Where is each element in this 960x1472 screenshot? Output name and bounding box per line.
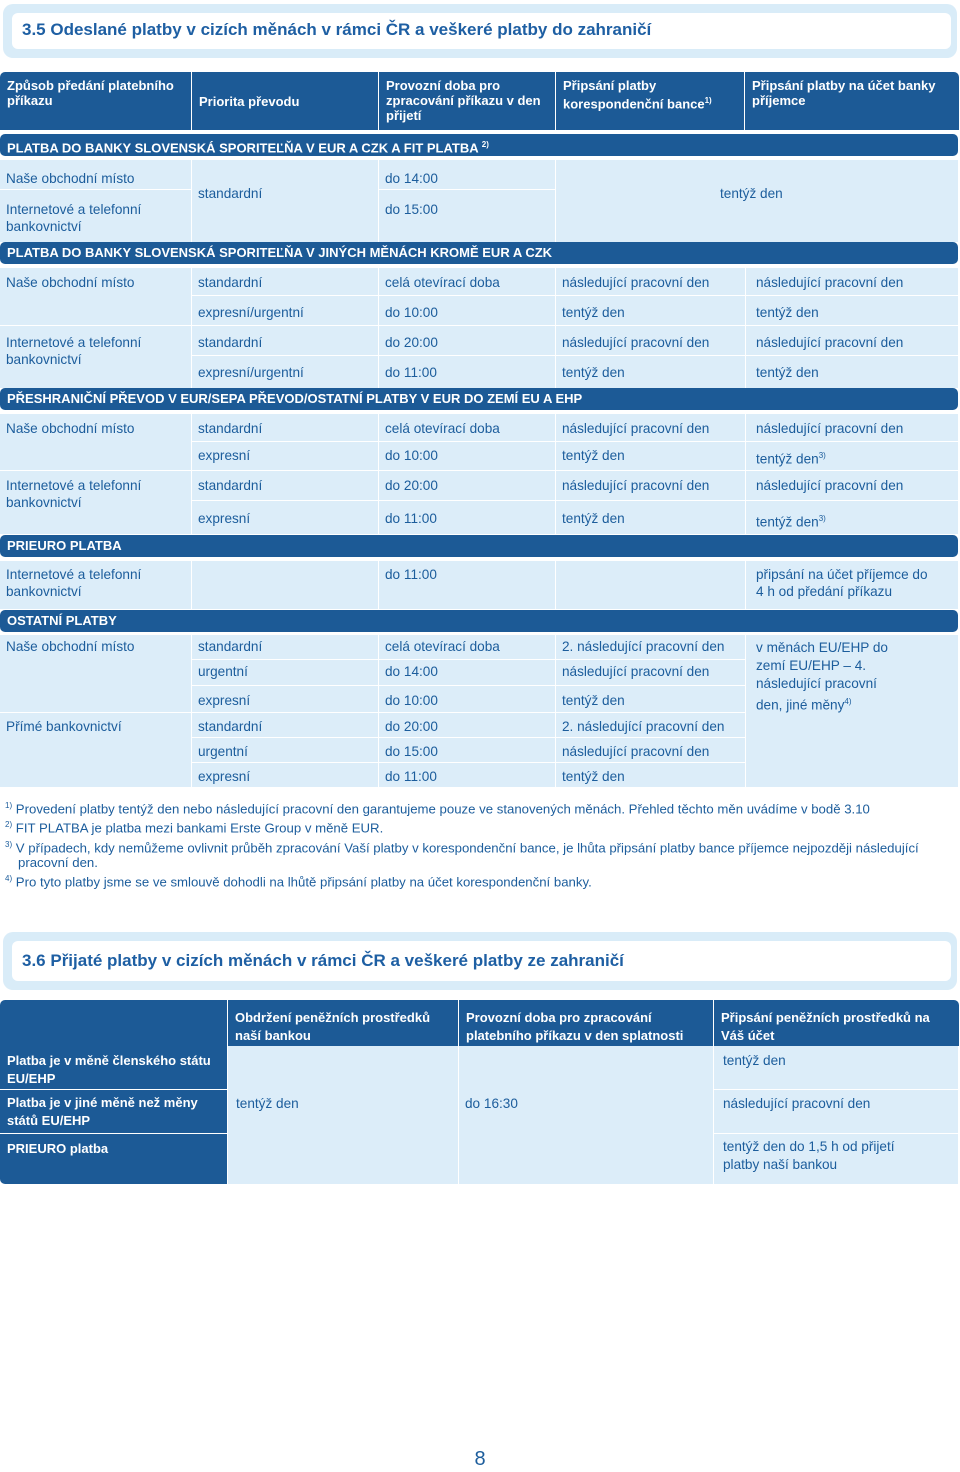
- group-header: PŘESHRANIČNÍ PŘEVOD V EUR/SEPA PŘEVOD/OSTATNÍ PLATBY V EUR DO ZEMÍ EU A EHP: [0, 388, 958, 410]
- table-cell: tentýž den: [562, 448, 625, 463]
- table-cell: následující pracovní den: [756, 335, 904, 350]
- table-cell: do 14:00: [385, 664, 438, 679]
- table-cell: následující pracovní den: [756, 275, 904, 290]
- channel-label: Internetové a telefonní bankovnictví: [6, 202, 142, 234]
- receipt-value: tentýž den: [236, 1096, 299, 1111]
- priority-value: standardní: [198, 186, 263, 201]
- cell-text: tentýž den: [756, 451, 819, 467]
- footnotes: [5, 798, 957, 890]
- footnote-text: V případech, kdy nemůžeme ovlivnit průběh zpracování Vaší platby v korespondenční bance, je lhůta připsání platby bance příjemce nejpozději následující pracovní den.: [15, 840, 919, 871]
- table-cell: následující pracovní den: [756, 478, 904, 493]
- table-cell: do 20:00: [385, 335, 438, 350]
- table-cell: následující pracovní den: [562, 275, 710, 290]
- table-cell: celá otevírací doba: [385, 275, 500, 290]
- table-cell: následující pracovní den: [562, 421, 710, 436]
- footnote-ref: 4): [844, 697, 852, 706]
- table-cell: tentýž den: [756, 365, 819, 380]
- header-text: Připsání platby korespondenční bance: [563, 78, 705, 112]
- table-cell: expresní: [198, 448, 251, 463]
- time-value: do 14:00: [385, 171, 438, 186]
- table-cell: následující pracovní den: [562, 335, 710, 350]
- time-value: do 16:30: [465, 1096, 518, 1111]
- table-cell: tentýž den: [562, 365, 625, 380]
- table-cell: tentýž den: [562, 769, 625, 784]
- header-cell: [0, 1000, 227, 1046]
- credit-value: tentýž den: [720, 186, 783, 201]
- table-cell: následující pracovní den: [562, 478, 710, 493]
- credit-value: [750, 639, 910, 715]
- table-cell: tentýž den: [756, 305, 819, 320]
- header-cell: Připsání peněžních prostředků na Váš účet: [714, 1000, 959, 1046]
- footnote-text: Pro tyto platby jsme se ve smlouvě dohodli na lhůtě připsání platby na účet korespondenční banky.: [15, 874, 592, 890]
- table-cell: do 11:00: [385, 769, 437, 784]
- table-cell: do 11:00: [385, 365, 437, 380]
- time-value: do 11:00: [385, 567, 437, 582]
- table-cell: 2. následující pracovní den: [562, 639, 725, 654]
- table-cell: do 11:00: [385, 511, 437, 526]
- row-label: Platba je v měně členského státu EU/EHP: [0, 1046, 227, 1089]
- group-header: OSTATNÍ PLATBY: [0, 610, 958, 632]
- page-number: 8: [474, 1448, 486, 1470]
- header-cell: Připsání platby na účet banky příjemce: [745, 72, 959, 130]
- footnote-ref: 2): [481, 140, 489, 149]
- table-cell: do 10:00: [385, 448, 438, 463]
- table-cell: expresní: [198, 693, 251, 708]
- table-cell: urgentní: [198, 664, 248, 679]
- header-cell: Obdržení peněžních prostředků naší bankou: [228, 1000, 458, 1046]
- time-value: do 15:00: [385, 202, 438, 217]
- section-title: 3.5 Odeslané platby v cizích měnách v rámci ČR a veškeré platby do zahraničí: [22, 20, 652, 39]
- footnote-ref: 3): [818, 514, 826, 523]
- table-cell: tentýž den: [562, 305, 625, 320]
- group-header: PLATBA DO BANKY SLOVENSKÁ SPORITEĽŇA V JINÝCH MĚNÁCH KROMĚ EUR A CZK: [0, 242, 958, 264]
- table-cell: do 10:00: [385, 305, 438, 320]
- header-cell: Způsob předání platebního příkazu: [0, 72, 191, 130]
- credit-value: tentýž den do 1,5 h od přijetí platby naší bankou: [723, 1139, 895, 1172]
- channel-label: Internetové a telefonní bankovnictví: [6, 335, 142, 367]
- table-cell: [750, 447, 958, 468]
- footnote-marker: 4): [5, 874, 13, 884]
- row-label: PRIEURO platba: [0, 1134, 227, 1184]
- header-cell: [556, 72, 744, 130]
- footnote-marker: 3): [5, 839, 13, 849]
- table-cell: urgentní: [198, 744, 248, 759]
- table-cell: do 10:00: [385, 693, 438, 708]
- channel-label: Naše obchodní místo: [6, 275, 135, 290]
- section-title-bar: [3, 4, 957, 58]
- table-cell: do 20:00: [385, 478, 438, 493]
- outgoing-payments-table: [0, 72, 960, 792]
- group-header: PRIEURO PLATBA: [0, 535, 958, 557]
- footnote: [5, 817, 957, 835]
- table-cell: 2. následující pracovní den: [562, 719, 725, 734]
- channel-label: Přímé bankovnictví: [6, 719, 122, 734]
- table-cell: celá otevírací doba: [385, 639, 500, 654]
- credit-value: následující pracovní den: [723, 1096, 871, 1111]
- cell-text: v měnách EU/EHP do zemí EU/EHP – 4. následující pracovní den, jiné měny: [756, 640, 888, 713]
- table-cell: standardní: [198, 478, 263, 493]
- header-cell: Provozní doba pro zpracování příkazu v den přijetí: [379, 72, 555, 130]
- table-cell: expresní/urgentní: [198, 365, 304, 380]
- cell-text: tentýž den: [756, 514, 819, 530]
- footnote-marker: 1): [5, 801, 13, 810]
- section-title-bar: [3, 932, 957, 990]
- footnote-text: FIT PLATBA je platba mezi bankami Erste Group v měně EUR.: [15, 820, 384, 836]
- table-cell: expresní/urgentní: [198, 305, 304, 320]
- footnote: [5, 798, 957, 816]
- table-cell: následující pracovní den: [562, 664, 710, 679]
- group-header: [0, 134, 958, 156]
- incoming-payments-table: [0, 1000, 960, 1184]
- footnote-ref: 3): [818, 451, 826, 460]
- footnote-text: Provedení platby tentýž den nebo následující pracovní den garantujeme pouze ve stanovených měnách. Přehled těchto měn uvádíme v bodě 3.10: [15, 801, 870, 817]
- credit-value: připsání na účet příjemce do 4 h od předání příkazu: [756, 567, 928, 599]
- header-cell: Provozní doba pro zpracování platebního příkazu v den splatnosti: [459, 1000, 713, 1046]
- footnote: [5, 837, 957, 870]
- credit-value: tentýž den: [723, 1053, 786, 1068]
- table-cell: standardní: [198, 335, 263, 350]
- table-cell: expresní: [198, 511, 251, 526]
- table-cell: tentýž den: [562, 511, 625, 526]
- table-cell: do 20:00: [385, 719, 438, 734]
- table-cell: následující pracovní den: [756, 421, 904, 436]
- channel-label: Naše obchodní místo: [6, 639, 135, 654]
- row-label: Platba je v jiné měně než měny států EU/EHP: [0, 1090, 227, 1133]
- table-cell: standardní: [198, 639, 263, 654]
- header-cell: Priorita převodu: [192, 72, 378, 130]
- table-cell: do 15:00: [385, 744, 438, 759]
- group-title: PLATBA DO BANKY SLOVENSKÁ SPORITEĽŇA V EUR A CZK A FIT PLATBA: [7, 140, 479, 156]
- table-cell: tentýž den: [562, 693, 625, 708]
- channel-label: Internetové a telefonní bankovnictví: [6, 478, 142, 510]
- table-cell: [750, 510, 958, 531]
- footnote: [5, 871, 957, 889]
- channel-label: Naše obchodní místo: [6, 421, 135, 436]
- section-title: 3.6 Přijaté platby v cizích měnách v rámci ČR a veškeré platby ze zahraničí: [22, 951, 624, 970]
- table-cell: standardní: [198, 275, 263, 290]
- table-cell: standardní: [198, 719, 263, 734]
- channel-label: Naše obchodní místo: [6, 171, 135, 186]
- table-cell: standardní: [198, 421, 263, 436]
- footnote-marker: 2): [5, 820, 13, 830]
- table-cell: celá otevírací doba: [385, 421, 500, 436]
- table-cell: následující pracovní den: [562, 744, 710, 759]
- table-cell: expresní: [198, 769, 251, 784]
- footnote-ref: 1): [704, 96, 712, 105]
- channel-label: Internetové a telefonní bankovnictví: [6, 567, 142, 599]
